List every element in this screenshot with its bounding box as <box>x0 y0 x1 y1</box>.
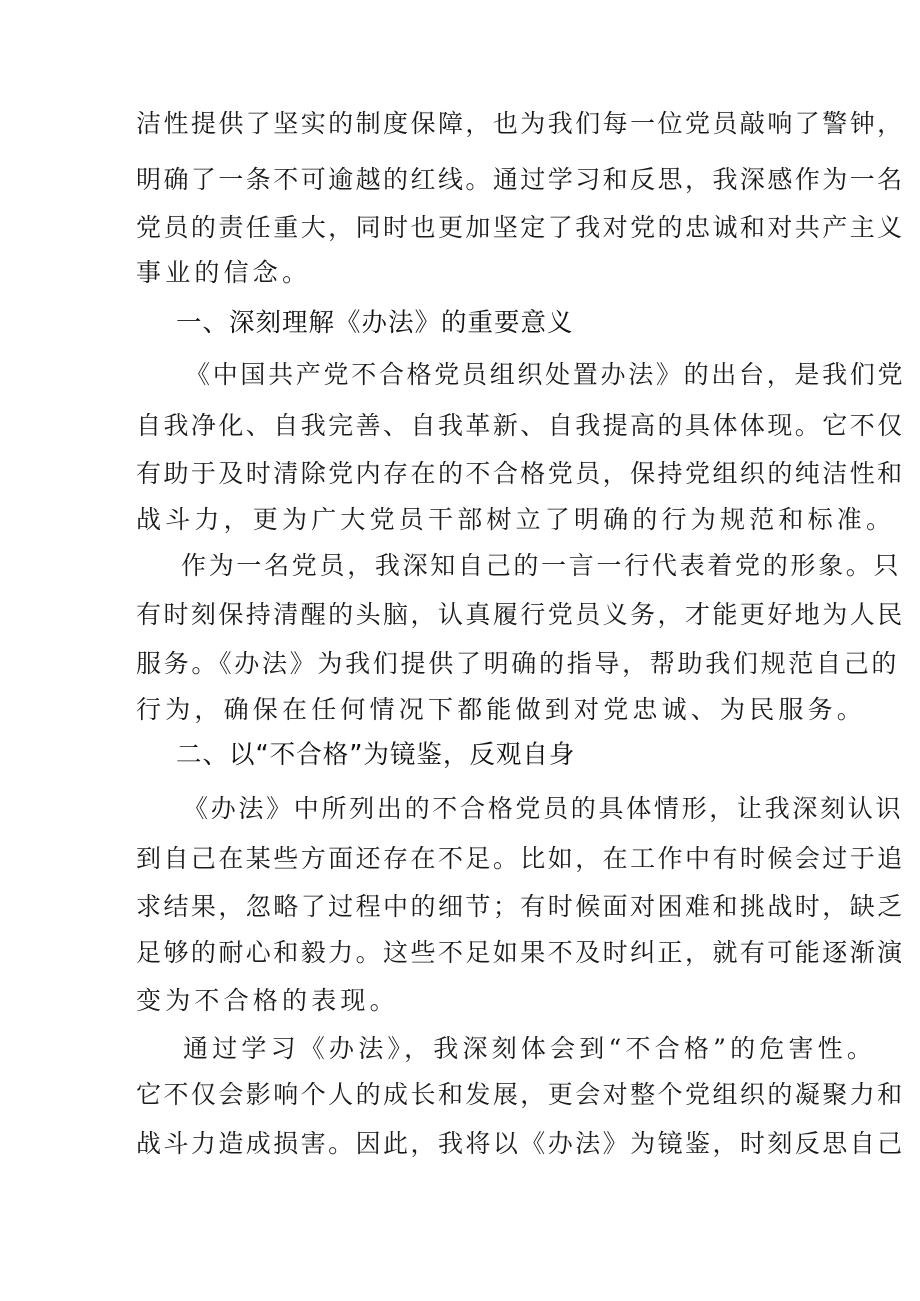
paragraph-line: 服务。《办法》为我们提供了明确的指导，帮助我们规范自己的 <box>136 649 900 678</box>
paragraph-line: 有时刻保持清醒的头脑，认真履行党员义务，才能更好地为人民 <box>136 600 905 629</box>
paragraph-line: 战斗力造成损害。因此，我将以《办法》为镜鉴，时刻反思自己 <box>136 1129 905 1158</box>
paragraph-line: 行为，确保在任何情况下都能做到对党忠诚、为民服务。 <box>136 695 867 724</box>
paragraph-line: 有助于及时清除党内存在的不合格党员，保持党组织的纯洁性和 <box>136 459 905 488</box>
paragraph-line: 足够的耐心和毅力。这些不足如果不及时纠正，就有可能逐渐演 <box>136 938 905 967</box>
intro-line: 洁性提供了坚实的制度保障，也为我们每一位党员敲响了警钟， <box>136 109 905 138</box>
paragraph-line: 战斗力，更为广大党员干部树立了明确的行为规范和标准。 <box>136 505 896 534</box>
paragraph-line: 变为不合格的表现。 <box>136 986 399 1015</box>
paragraph-line: 到自己在某些方面还存在不足。比如，在工作中有时候会过于追 <box>136 844 905 873</box>
paragraph-line: 《办法》中所列出的不合格党员的具体情形，让我深刻认识 <box>183 794 904 823</box>
paragraph-line: 《中国共产党不合格党员组织处置办法》的出台，是我们党 <box>185 360 906 389</box>
intro-line: 事业的信念。 <box>136 258 312 287</box>
intro-line: 明确了一条不可逾越的红线。通过学习和反思，我深感作为一名 <box>136 165 905 194</box>
paragraph-line: 它不仅会影响个人的成长和发展，更会对整个党组织的凝聚力和 <box>136 1080 905 1109</box>
paragraph-line: 作为一名党员，我深知自己的一言一行代表着党的形象。只 <box>181 551 902 580</box>
section-heading-2: 二、以“不合格”为镜鉴，反观自身 <box>176 740 576 770</box>
intro-line: 党员的责任重大，同时也更加坚定了我对党的忠诚和对共产主义 <box>136 213 905 242</box>
paragraph-line: 通过学习《办法》，我深刻体会到“不合格”的危害性。 <box>183 1034 877 1063</box>
section-heading-1: 一、深刻理解《办法》的重要意义 <box>176 308 574 338</box>
paragraph-line: 求结果，忽略了过程中的细节；有时候面对困难和挑战时，缺乏 <box>136 892 905 921</box>
paragraph-line: 自我净化、自我完善、自我革新、自我提高的具体体现。它不仅 <box>136 411 905 440</box>
